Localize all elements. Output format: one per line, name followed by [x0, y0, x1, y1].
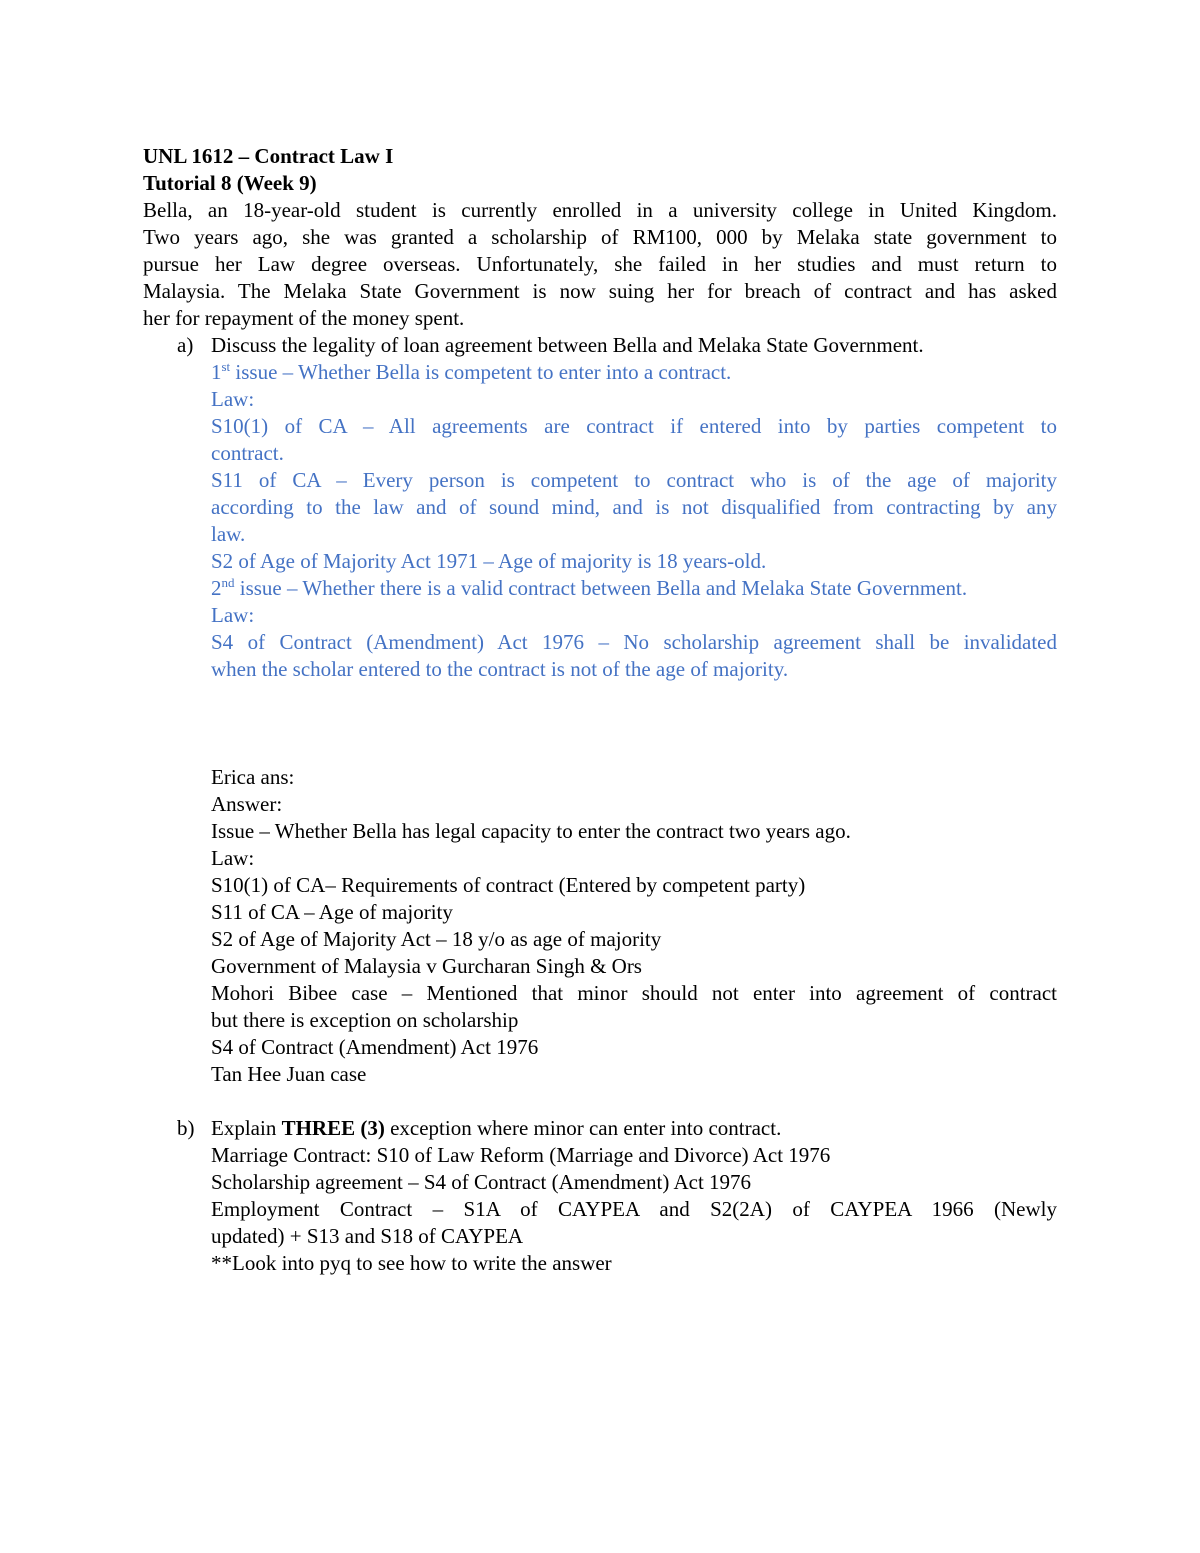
- s11-provision: S11 of CA – Every person is competent to contract who is of the age of majority according to the law and of sound mind, and is not disqualified from contracting by any law.: [211, 468, 1057, 546]
- case-gurcharan: Government of Malaysia v Gurcharan Singh & Ors: [211, 954, 642, 978]
- s2-provision: S2 of Age of Majority Act 1971 – Age of majority is 18 years-old.: [211, 549, 767, 573]
- s10-line: S10(1) of CA– Requirements of contract (Entered by competent party): [211, 873, 806, 897]
- law-label: Law:: [211, 846, 255, 870]
- scenario-line: pursue her Law degree overseas. Unfortunately, she failed in her studies and must return to: [143, 252, 1057, 276]
- issue-1-heading: 1st issue – Whether Bella is competent to enter into a contract.: [211, 359, 732, 384]
- s4-line: S4 of Contract (Amendment) Act 1976: [211, 1035, 539, 1059]
- document-page: [143, 143, 1057, 1277]
- case-mohori-line: Mohori Bibee case – Mentioned that minor should not enter into agreement of contract: [211, 981, 1057, 1005]
- question-b: [143, 1115, 1057, 1142]
- spacer: [143, 683, 1057, 764]
- s2-line: S2 of Age of Majority Act – 18 y/o as age of majority: [211, 927, 662, 951]
- erica-answer: [143, 764, 1057, 1088]
- question-a-marker: a): [177, 333, 194, 357]
- question-a: [143, 332, 1057, 359]
- scenario-paragraph: [143, 197, 1057, 332]
- answer-label: Answer:: [211, 792, 283, 816]
- scenario-line: her for repayment of the money spent.: [143, 306, 465, 330]
- employment-line: Employment Contract – S1A of CAYPEA and S2(2A) of CAYPEA 1966 (Newly: [211, 1197, 1057, 1221]
- s11-line: S11 of CA – Age of majority: [211, 900, 453, 924]
- model-answer: [143, 359, 1057, 683]
- marriage-contract-line: Marriage Contract: S10 of Law Reform (Marriage and Divorce) Act 1976: [211, 1143, 831, 1167]
- spacer: [143, 1088, 1057, 1115]
- issue-2-heading: 2nd issue – Whether there is a valid contract between Bella and Melaka State Government.: [211, 575, 968, 600]
- case-mohori-line: but there is exception on scholarship: [211, 1008, 519, 1032]
- note-line: **Look into pyq to see how to write the answer: [211, 1251, 612, 1275]
- scenario-line: Bella, an 18-year-old student is currently enrolled in a university college in United Kingdom.: [143, 198, 1057, 222]
- scenario-line: Two years ago, she was granted a scholarship of RM100, 000 by Melaka state government to: [143, 225, 1057, 249]
- question-a-text: Discuss the legality of loan agreement between Bella and Melaka State Government.: [211, 333, 924, 357]
- erica-answer-title: Erica ans:: [211, 765, 295, 789]
- case-tan-hee-juan: Tan Hee Juan case: [211, 1062, 367, 1086]
- s4-provision: S4 of Contract (Amendment) Act 1976 – No scholarship agreement shall be invalidated when the scholar entered to the contract is not of the age of majority.: [211, 630, 1057, 681]
- law-label: Law:: [211, 603, 255, 627]
- question-b-prefix: Explain: [211, 1116, 282, 1140]
- tutorial-title: Tutorial 8 (Week 9): [143, 171, 317, 195]
- question-b-suffix: exception where minor can enter into contract.: [384, 1116, 782, 1140]
- law-label: Law:: [211, 387, 255, 411]
- question-b-marker: b): [177, 1116, 195, 1140]
- course-title: UNL 1612 – Contract Law I: [143, 144, 394, 168]
- question-b-bold: THREE (3): [281, 1116, 385, 1140]
- issue-line: Issue – Whether Bella has legal capacity to enter the contract two years ago.: [211, 819, 851, 843]
- question-b-answers: [143, 1142, 1057, 1277]
- employment-line: updated) + S13 and S18 of CAYPEA: [211, 1224, 524, 1248]
- scenario-line: Malaysia. The Melaka State Government is now suing her for breach of contract and has asked: [143, 279, 1057, 303]
- s10-provision: S10(1) of CA – All agreements are contract if entered into by parties competent to contract.: [211, 414, 1057, 465]
- scholarship-line: Scholarship agreement – S4 of Contract (Amendment) Act 1976: [211, 1170, 752, 1194]
